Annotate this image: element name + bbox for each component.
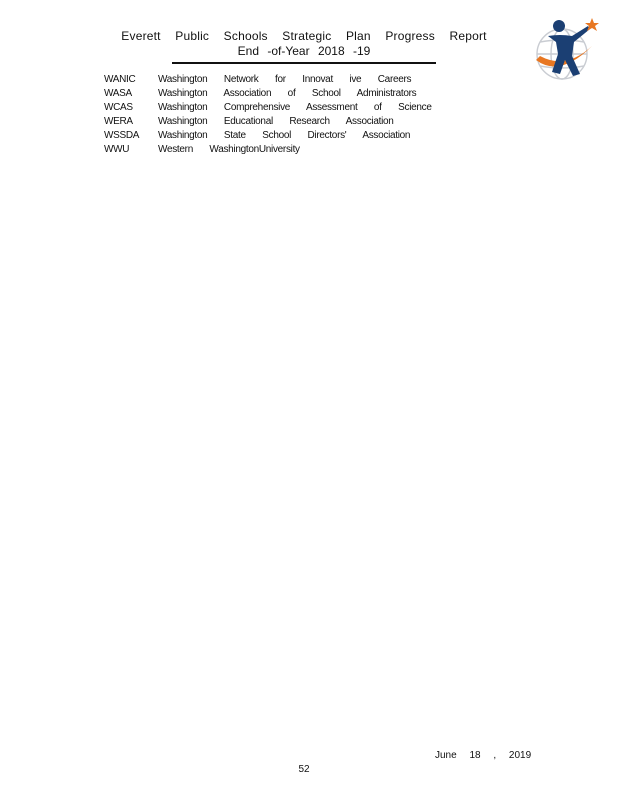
- acronym-definition: Western WashingtonUniversity: [158, 144, 300, 155]
- acronym-abbr: WCAS: [104, 102, 133, 113]
- acronym-row: [104, 115, 432, 129]
- acronym-row: [104, 101, 432, 115]
- acronym-abbr: WANIC: [104, 74, 136, 85]
- page-number: 52: [298, 764, 310, 775]
- acronym-row: [104, 129, 432, 143]
- acronym-abbr: WWU: [104, 144, 130, 155]
- acronym-definition: Washington State School Directors' Association: [158, 130, 411, 141]
- report-subtitle: End -of-Year 2018 -19: [237, 44, 371, 58]
- report-date: June 18 , 2019: [435, 750, 532, 761]
- acronym-definition: Washington Association of School Administrators: [158, 88, 417, 99]
- acronym-list: [104, 73, 432, 157]
- header-divider: [172, 62, 436, 64]
- acronym-abbr: WSSDA: [104, 130, 140, 141]
- district-logo-icon: [530, 16, 602, 84]
- acronym-definition: Washington Network for Innovat ive Careers: [158, 74, 412, 85]
- acronym-abbr: WERA: [104, 116, 133, 127]
- report-title: Everett Public Schools Strategic Plan Progress Report: [121, 29, 487, 43]
- acronym-row: [104, 73, 432, 87]
- acronym-definition: Washington Educational Research Association: [158, 116, 394, 127]
- acronym-definition: Washington Comprehensive Assessment of Science: [158, 102, 432, 113]
- acronym-row: [104, 143, 432, 157]
- acronym-abbr: WASA: [104, 88, 132, 99]
- acronym-row: [104, 87, 432, 101]
